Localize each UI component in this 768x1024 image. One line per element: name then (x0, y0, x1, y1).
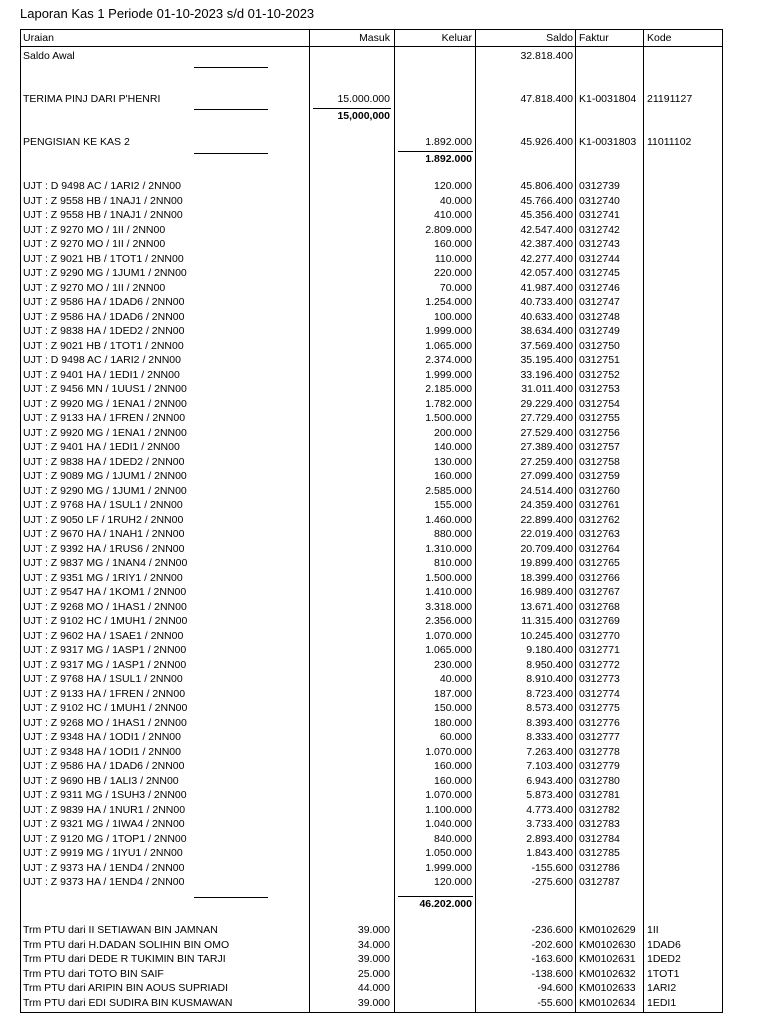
ujt-faktur: 0312746 (579, 281, 620, 294)
ujt-saldo: 22.899.400 (520, 513, 573, 526)
ujt-description: UJT : Z 9348 HA / 1ODI1 / 2NN00 (23, 745, 181, 758)
report-title: Laporan Kas 1 Periode 01-10-2023 s/d 01-10-2023 (20, 6, 315, 21)
ptu-saldo: -55.600 (537, 996, 573, 1009)
column-divider (309, 29, 310, 1013)
ujt-keluar: 100.000 (434, 310, 472, 323)
ujt-keluar: 810.000 (434, 557, 472, 569)
ujt-faktur: 0312770 (579, 629, 620, 642)
ujt-keluar: 130.000 (434, 455, 472, 468)
ujt-faktur: 0312745 (579, 267, 620, 279)
ujt-description: UJT : Z 9268 MO / 1HAS1 / 2NN00 (23, 600, 187, 613)
ujt-keluar: 140.000 (434, 441, 472, 453)
ujt-faktur: 0312783 (579, 818, 620, 830)
ujt-description: UJT : D 9498 AC / 1ARI2 / 2NN00 (23, 180, 181, 192)
ptu-saldo: -163.600 (531, 953, 573, 965)
ujt-saldo: 29.229.400 (520, 397, 573, 410)
pinjaman-label: TERIMA PINJ DARI P'HENRI (23, 93, 161, 105)
ptu-faktur: KM0102631 (579, 953, 636, 965)
ujt-faktur: 0312782 (579, 803, 620, 816)
ujt-saldo: 45.806.400 (520, 180, 573, 192)
pengisian-label: PENGISIAN KE KAS 2 (23, 136, 130, 148)
ujt-keluar: 1.999.000 (425, 368, 472, 381)
pengisian-kode: 11011102 (647, 136, 692, 148)
ujt-description: UJT : Z 9373 HA / 1END4 / 2NN00 (23, 876, 185, 888)
ujt-saldo: 6.943.400 (526, 774, 573, 787)
column-divider (643, 29, 644, 1013)
ujt-description: UJT : Z 9768 HA / 1SUL1 / 2NN00 (23, 673, 183, 685)
pengisian-faktur: K1-0031803 (579, 136, 637, 148)
ujt-description: UJT : D 9498 AC / 1ARI2 / 2NN00 (23, 354, 181, 366)
pinjaman-subtotal: 15,000,000 (337, 110, 390, 122)
ujt-keluar: 1.100.000 (425, 803, 472, 816)
ptu-description: Trm PTU dari H.DADAN SOLIHIN BIN OMO (23, 938, 230, 951)
ptu-description: Trm PTU dari EDI SUDIRA BIN KUSMAWAN (23, 996, 233, 1009)
ujt-keluar: 160.000 (434, 238, 472, 250)
ujt-description: UJT : Z 9586 HA / 1DAD6 / 2NN00 (23, 310, 185, 323)
ujt-keluar: 40.000 (439, 673, 472, 685)
ujt-description: UJT : Z 9270 MO / 1II / 2NN00 (23, 238, 166, 250)
ujt-description: UJT : Z 9838 HA / 1DED2 / 2NN00 (23, 325, 185, 337)
ujt-keluar: 1.782.000 (425, 397, 472, 410)
ujt-description: UJT : Z 9270 MO / 1II / 2NN00 (23, 223, 166, 236)
ujt-description: UJT : Z 9839 HA / 1NUR1 / 2NN00 (23, 803, 186, 816)
ptu-masuk: 39.000 (357, 996, 390, 1009)
ujt-description: UJT : Z 9311 MG / 1SUH3 / 2NN00 (23, 789, 187, 801)
ujt-description: UJT : Z 9558 HB / 1NAJ1 / 2NN00 (23, 209, 183, 221)
ujt-faktur: 0312762 (579, 513, 620, 526)
ujt-keluar: 2.585.000 (425, 484, 472, 497)
ujt-description: UJT : Z 9102 HC / 1MUH1 / 2NN00 (23, 702, 188, 714)
ujt-saldo: 45.356.400 (520, 209, 573, 221)
ujt-faktur: 0312761 (579, 499, 620, 511)
ujt-faktur: 0312776 (579, 716, 620, 729)
ujt-faktur: 0312785 (579, 847, 620, 859)
ujt-keluar: 70.000 (439, 281, 472, 294)
ptu-saldo: -202.600 (531, 938, 573, 951)
ujt-saldo: 27.529.400 (520, 426, 573, 439)
ujt-faktur: 0312749 (579, 325, 620, 337)
ujt-faktur: 0312748 (579, 310, 620, 323)
ujt-saldo: 38.634.400 (520, 325, 573, 337)
subtotal-rule (313, 108, 391, 109)
ujt-keluar: 110.000 (434, 252, 472, 265)
ujt-keluar: 120.000 (434, 876, 472, 888)
ujt-saldo: -275.600 (531, 876, 573, 888)
ujt-keluar: 1.065.000 (425, 644, 472, 656)
ujt-faktur: 0312779 (579, 760, 620, 772)
ujt-faktur: 0312780 (579, 774, 620, 787)
ujt-description: UJT : Z 9290 MG / 1JUM1 / 2NN00 (23, 267, 187, 279)
ujt-description: UJT : Z 9102 HC / 1MUH1 / 2NN00 (23, 615, 188, 627)
ptu-description: Trm PTU dari DEDE R TUKIMIN BIN TARJI (23, 953, 226, 965)
pengisian-saldo: 45.926.400 (520, 136, 573, 148)
header-saldo: Saldo (546, 32, 573, 44)
ujt-keluar: 230.000 (434, 658, 472, 671)
ujt-faktur: 0312759 (579, 470, 620, 482)
ujt-saldo: 19.899.400 (520, 557, 573, 569)
header-uraian: Uraian (23, 32, 54, 44)
ptu-faktur: KM0102629 (579, 924, 636, 936)
ptu-masuk: 44.000 (357, 982, 390, 994)
ujt-description: UJT : Z 9838 HA / 1DED2 / 2NN00 (23, 455, 185, 468)
ptu-faktur: KM0102633 (579, 982, 636, 994)
ujt-keluar: 1.500.000 (425, 571, 472, 584)
ujt-faktur: 0312778 (579, 745, 620, 758)
ujt-saldo: 7.263.400 (526, 745, 573, 758)
ujt-description: UJT : Z 9392 HA / 1RUS6 / 2NN00 (23, 542, 185, 555)
ujt-faktur: 0312760 (579, 484, 620, 497)
ptu-kode: 1ARI2 (647, 982, 677, 994)
ujt-saldo: 42.057.400 (520, 267, 573, 279)
ujt-faktur: 0312753 (579, 383, 620, 395)
ujt-saldo: 42.547.400 (520, 223, 573, 236)
ujt-saldo: 2.893.400 (526, 832, 573, 845)
ujt-saldo: 42.277.400 (520, 252, 573, 265)
ujt-description: UJT : Z 9558 HB / 1NAJ1 / 2NN00 (23, 194, 183, 207)
ujt-keluar: 200.000 (434, 426, 472, 439)
ujt-keluar: 880.000 (434, 528, 472, 540)
ujt-saldo: 7.103.400 (526, 760, 573, 772)
ujt-faktur: 0312758 (579, 455, 620, 468)
ujt-keluar: 187.000 (434, 687, 472, 700)
ujt-keluar: 155.000 (434, 499, 472, 511)
ujt-faktur: 0312755 (579, 412, 620, 424)
pinjaman-saldo: 47.818.400 (520, 93, 573, 105)
ujt-faktur: 0312768 (579, 600, 620, 613)
ujt-saldo: 33.196.400 (520, 368, 573, 381)
ujt-saldo: 11.315.400 (521, 615, 573, 627)
ujt-keluar: 840.000 (434, 832, 472, 845)
column-divider (575, 29, 576, 1013)
ujt-description: UJT : Z 9373 HA / 1END4 / 2NN00 (23, 861, 185, 874)
ujt-saldo: 42.387.400 (520, 238, 573, 250)
ujt-keluar: 120.000 (434, 180, 472, 192)
ujt-description: UJT : Z 9401 HA / 1EDI1 / 2NN00 (23, 368, 180, 381)
ujt-keluar: 220.000 (434, 267, 472, 279)
ujt-saldo: 3.733.400 (526, 818, 573, 830)
ujt-description: UJT : Z 9456 MN / 1UUS1 / 2NN00 (23, 383, 187, 395)
ujt-saldo: 31.011.400 (521, 383, 573, 395)
ujt-saldo: -155.600 (531, 861, 573, 874)
ujt-keluar: 410.000 (434, 209, 472, 221)
ujt-faktur: 0312765 (579, 557, 620, 569)
ujt-keluar: 1.410.000 (425, 586, 472, 598)
subtotal-rule (398, 896, 473, 897)
ujt-keluar: 3.318.000 (425, 600, 472, 613)
signature-line (194, 109, 268, 110)
ujt-total: 46.202.000 (419, 898, 472, 910)
ujt-saldo: 9.180.400 (526, 644, 573, 656)
ujt-faktur: 0312784 (579, 832, 620, 845)
ujt-faktur: 0312756 (579, 426, 620, 439)
ujt-saldo: 10.245.400 (520, 629, 573, 642)
header-divider (20, 46, 723, 47)
ujt-faktur: 0312767 (579, 586, 620, 598)
ptu-description: Trm PTU dari ARIPIN BIN AOUS SUPRIADI (23, 982, 228, 994)
ujt-keluar: 1.050.000 (425, 847, 472, 859)
ujt-keluar: 1.070.000 (425, 745, 472, 758)
ujt-faktur: 0312777 (579, 731, 620, 743)
ujt-description: UJT : Z 9268 MO / 1HAS1 / 2NN00 (23, 716, 187, 729)
ujt-description: UJT : Z 9050 LF / 1RUH2 / 2NN00 (23, 513, 184, 526)
ujt-saldo: 22.019.400 (520, 528, 573, 540)
ujt-saldo: 8.723.400 (526, 687, 573, 700)
ujt-keluar: 160.000 (434, 470, 472, 482)
ujt-saldo: 40.733.400 (520, 296, 573, 308)
ujt-saldo: 8.573.400 (526, 702, 573, 714)
ujt-description: UJT : Z 9690 HB / 1ALI3 / 2NN00 (23, 774, 179, 787)
ujt-description: UJT : Z 9120 MG / 1TOP1 / 2NN00 (23, 832, 187, 845)
ujt-faktur: 0312774 (579, 687, 620, 700)
saldo-awal-label: Saldo Awal (23, 50, 75, 62)
ujt-keluar: 160.000 (434, 760, 472, 772)
ujt-saldo: 1.843.400 (526, 847, 573, 859)
ujt-saldo: 35.195.400 (520, 354, 573, 366)
ujt-keluar: 1.310.000 (425, 542, 472, 555)
ptu-saldo: -94.600 (537, 982, 573, 994)
ujt-description: UJT : Z 9348 HA / 1ODI1 / 2NN00 (23, 731, 181, 743)
ujt-description: UJT : Z 9021 HB / 1TOT1 / 2NN00 (23, 339, 184, 352)
ptu-faktur: KM0102630 (579, 938, 636, 951)
ptu-faktur: KM0102632 (579, 967, 636, 980)
pinjaman-masuk: 15.000.000 (337, 93, 390, 105)
ptu-kode: 1TOT1 (647, 967, 680, 980)
ujt-description: UJT : Z 9321 MG / 1IWA4 / 2NN00 (23, 818, 185, 830)
ujt-faktur: 0312751 (579, 354, 620, 366)
ujt-keluar: 1.040.000 (425, 818, 472, 830)
ujt-keluar: 1.070.000 (425, 629, 472, 642)
ujt-faktur: 0312740 (579, 194, 620, 207)
ptu-masuk: 34.000 (357, 938, 390, 951)
header-keluar: Keluar (441, 32, 472, 44)
pengisian-keluar: 1.892.000 (425, 136, 472, 148)
ujt-faktur: 0312743 (579, 238, 620, 250)
ujt-description: UJT : Z 9351 MG / 1RIY1 / 2NN00 (23, 571, 183, 584)
ujt-faktur: 0312757 (579, 441, 620, 453)
ujt-saldo: 24.514.400 (520, 484, 573, 497)
ujt-saldo: 27.729.400 (520, 412, 573, 424)
ujt-keluar: 2.185.000 (425, 383, 472, 395)
ujt-faktur: 0312763 (579, 528, 620, 540)
ujt-saldo: 5.873.400 (526, 789, 573, 801)
ujt-description: UJT : Z 9920 MG / 1ENA1 / 2NN00 (23, 397, 187, 410)
pinjaman-kode: 21191127 (647, 93, 693, 105)
ujt-faktur: 0312754 (579, 397, 620, 410)
ujt-saldo: 40.633.400 (520, 310, 573, 323)
ujt-description: UJT : Z 9317 MG / 1ASP1 / 2NN00 (23, 658, 187, 671)
ujt-description: UJT : Z 9133 HA / 1FREN / 2NN00 (23, 687, 186, 700)
ptu-kode: 1EDI1 (647, 996, 677, 1009)
ujt-saldo: 27.099.400 (520, 470, 573, 482)
ujt-keluar: 1.460.000 (425, 513, 472, 526)
ptu-masuk: 39.000 (357, 953, 390, 965)
ujt-description: UJT : Z 9021 HB / 1TOT1 / 2NN00 (23, 252, 184, 265)
ujt-description: UJT : Z 9602 HA / 1SAE1 / 2NN00 (23, 629, 184, 642)
ptu-kode: 1DAD6 (647, 938, 681, 951)
ujt-faktur: 0312764 (579, 542, 620, 555)
ujt-description: UJT : Z 9768 HA / 1SUL1 / 2NN00 (23, 499, 183, 511)
ujt-saldo: 13.671.400 (520, 600, 573, 613)
pengisian-subtotal: 1.892.000 (425, 153, 472, 165)
ujt-keluar: 40.000 (439, 194, 472, 207)
ujt-saldo: 16.989.400 (520, 586, 573, 598)
ptu-masuk: 39.000 (357, 924, 390, 936)
ujt-description: UJT : Z 9919 MG / 1IYU1 / 2NN00 (23, 847, 183, 859)
ujt-keluar: 60.000 (439, 731, 472, 743)
column-divider (475, 29, 476, 1013)
ujt-faktur: 0312750 (579, 339, 620, 352)
ptu-saldo: -138.600 (531, 967, 573, 980)
ujt-keluar: 1.065.000 (425, 339, 472, 352)
signature-line (194, 153, 268, 154)
ujt-faktur: 0312769 (579, 615, 620, 627)
saldo-awal-value: 32.818.400 (520, 50, 573, 62)
ptu-description: Trm PTU dari TOTO BIN SAIF (23, 967, 164, 980)
ujt-description: UJT : Z 9270 MO / 1II / 2NN00 (23, 281, 166, 294)
ujt-faktur: 0312775 (579, 702, 620, 714)
ujt-keluar: 180.000 (434, 716, 472, 729)
ujt-saldo: 45.766.400 (520, 194, 573, 207)
ujt-keluar: 1.500.000 (425, 412, 472, 424)
ujt-keluar: 1.254.000 (425, 296, 472, 308)
ujt-saldo: 8.333.400 (526, 731, 573, 743)
ujt-saldo: 24.359.400 (520, 499, 573, 511)
ptu-kode: 1DED2 (647, 953, 681, 965)
ujt-saldo: 27.259.400 (520, 455, 573, 468)
ujt-saldo: 41.987.400 (520, 281, 573, 294)
ujt-description: UJT : Z 9670 HA / 1NAH1 / 2NN00 (23, 528, 185, 540)
ujt-keluar: 2.374.000 (425, 354, 472, 366)
ujt-faktur: 0312766 (579, 571, 620, 584)
ujt-description: UJT : Z 9586 HA / 1DAD6 / 2NN00 (23, 296, 185, 308)
ujt-description: UJT : Z 9586 HA / 1DAD6 / 2NN00 (23, 760, 185, 772)
signature-line (194, 897, 268, 898)
ujt-description: UJT : Z 9317 MG / 1ASP1 / 2NN00 (23, 644, 187, 656)
ujt-keluar: 160.000 (434, 774, 472, 787)
ujt-faktur: 0312744 (579, 252, 620, 265)
ujt-keluar: 1.999.000 (425, 861, 472, 874)
header-faktur: Faktur (579, 32, 609, 44)
ujt-keluar: 150.000 (434, 702, 472, 714)
ujt-keluar: 1.070.000 (425, 789, 472, 801)
ujt-faktur: 0312739 (579, 180, 620, 192)
ptu-masuk: 25.000 (357, 967, 390, 980)
ptu-saldo: -236.600 (531, 924, 573, 936)
header-kode: Kode (647, 32, 672, 44)
ujt-description: UJT : Z 9920 MG / 1ENA1 / 2NN00 (23, 426, 187, 439)
ujt-saldo: 8.950.400 (526, 658, 573, 671)
ujt-faktur: 0312747 (579, 296, 620, 308)
ujt-description: UJT : Z 9401 HA / 1EDI1 / 2NN00 (23, 441, 180, 453)
ujt-saldo: 37.569.400 (520, 339, 573, 352)
ujt-saldo: 8.910.400 (526, 673, 573, 685)
ujt-saldo: 8.393.400 (526, 716, 573, 729)
ujt-description: UJT : Z 9290 MG / 1JUM1 / 2NN00 (23, 484, 187, 497)
ujt-keluar: 2.809.000 (425, 223, 472, 236)
ujt-faktur: 0312773 (579, 673, 620, 685)
ptu-description: Trm PTU dari II SETIAWAN BIN JAMNAN (23, 924, 218, 936)
subtotal-rule (398, 151, 473, 152)
ujt-keluar: 1.999.000 (425, 325, 472, 337)
ujt-keluar: 2.356.000 (425, 615, 472, 627)
pinjaman-faktur: K1-0031804 (579, 93, 637, 105)
signature-line (194, 67, 268, 68)
ptu-faktur: KM0102634 (579, 996, 636, 1009)
ujt-saldo: 20.709.400 (520, 542, 573, 555)
ujt-faktur: 0312786 (579, 861, 620, 874)
column-divider (394, 29, 395, 1013)
header-masuk: Masuk (359, 32, 390, 44)
ujt-saldo: 27.389.400 (520, 441, 573, 453)
ujt-faktur: 0312752 (579, 368, 620, 381)
ptu-kode: 1II (647, 924, 659, 936)
ujt-faktur: 0312787 (579, 876, 620, 888)
ujt-faktur: 0312772 (579, 658, 620, 671)
ujt-description: UJT : Z 9547 HA / 1KOM1 / 2NN00 (23, 586, 187, 598)
ujt-description: UJT : Z 9133 HA / 1FREN / 2NN00 (23, 412, 186, 424)
ujt-faktur: 0312741 (579, 209, 620, 221)
ujt-saldo: 4.773.400 (526, 803, 573, 816)
ujt-description: UJT : Z 9089 MG / 1JUM1 / 2NN00 (23, 470, 187, 482)
ujt-description: UJT : Z 9837 MG / 1NAN4 / 2NN00 (23, 557, 188, 569)
ujt-faktur: 0312742 (579, 223, 620, 236)
ujt-faktur: 0312781 (579, 789, 620, 801)
ujt-faktur: 0312771 (579, 644, 620, 656)
ujt-saldo: 18.399.400 (520, 571, 573, 584)
